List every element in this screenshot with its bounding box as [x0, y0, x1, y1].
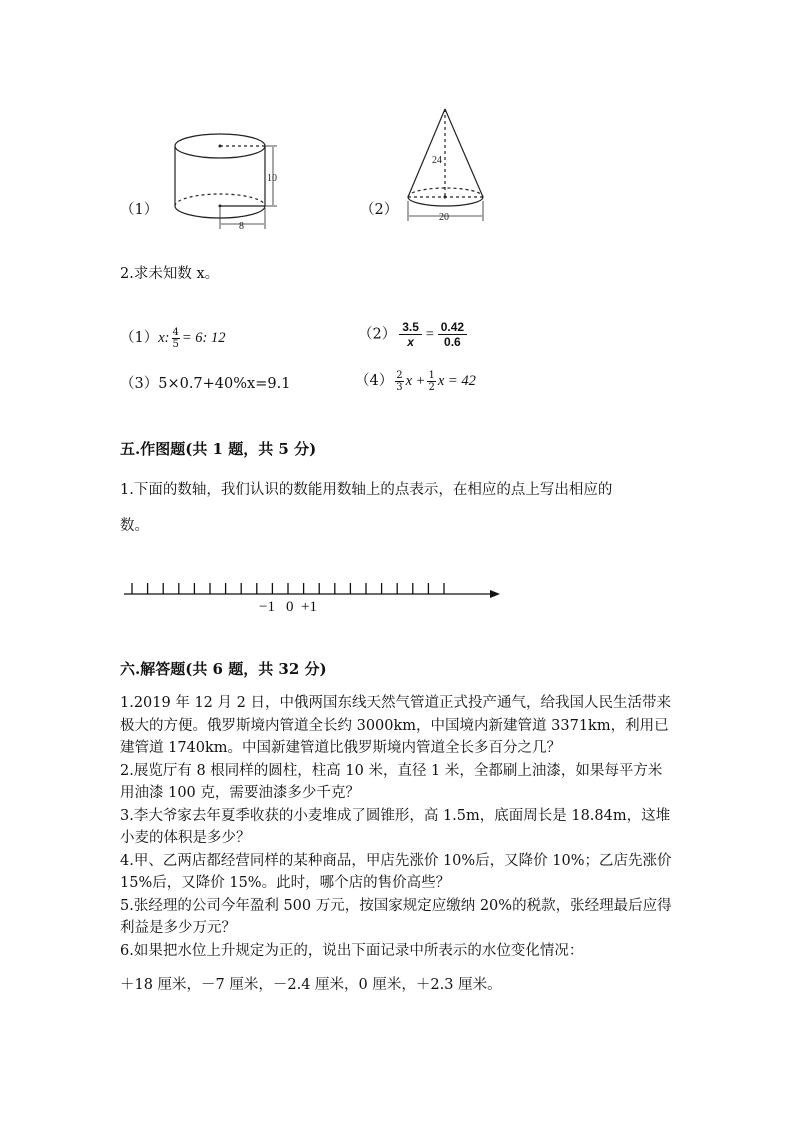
question-6-data: ＋18 厘米，－7 厘米，－2.4 厘米，0 厘米，＋2.3 厘米。 [120, 977, 502, 993]
cone-height-label: 24 [432, 155, 442, 166]
equation-2: （2） $\frac{3.5}{x}$ = $\frac{0.42}{0.6}$ [358, 320, 470, 349]
number-line [120, 572, 505, 618]
equation-1: （1）x: $\frac{4}{5}$ = 6: 12 [120, 326, 226, 350]
question-4: 4.甲、乙两店都经营同样的某种商品，甲店先涨价 10%后，又降价 10%；乙店先涨价 15%后，又降价 15%。此时，哪个店的售价高些？ [120, 852, 672, 891]
section6-questions [120, 692, 676, 997]
figure2-label: （2） [360, 202, 399, 218]
question-6: 6.如果把水位上升规定为正的，说出下面记录中所表示的水位变化情况： [120, 942, 584, 959]
section5-question1-line1: 1.下面的数轴，我们认识的数能用数轴上的点表示，在相应的点上写出相应的 [120, 482, 613, 498]
section5-heading: 五.作图题(共 1 题，共 5 分) [120, 440, 317, 458]
section6-heading: 六.解答题(共 6 题，共 32 分) [120, 660, 327, 678]
question-5: 5.张经理的公司今年盈利 500 万元，按国家规定应缴纳 20%的税款，张经理最后应得利益是多少万元？ [120, 897, 672, 936]
section5-question1-line2: 数。 [120, 518, 149, 534]
axis-label-minus-one: −1 [259, 599, 275, 615]
question-1: 1.2019 年 12 月 2 日，中俄两国东线天然气管道正式投产通气，给我国人民生活带来极大的方便。俄罗斯境内管道全长约 3000km，中国境内新建管道 3371km，利用已建管道 1740km。中国新建管道比俄罗斯境内管道全长多百分之几？ [120, 695, 671, 756]
cylinder-radius-label: 8 [239, 221, 244, 232]
question-3: 3.李大爷家去年夏季收获的小麦堆成了圆锥形，高 1.5m，底面周长是 18.84m，这堆小麦的体积是多少？ [120, 807, 671, 846]
cone-figure [400, 105, 495, 227]
cylinder-height-label: 10 [267, 173, 277, 184]
axis-label-plus-one: +1 [301, 599, 317, 615]
section2-title: 2.求未知数 x。 [120, 266, 220, 282]
cylinder-figure [165, 125, 295, 237]
equation-4: （4） $\frac{2}{3}$ x + $\frac{1}{2}$ x = 42 [355, 369, 476, 393]
axis-label-zero: 0 [286, 599, 294, 615]
figure1-label: （1） [120, 202, 159, 218]
equation-3: （3）5×0.7+40%x=9.1 [120, 376, 291, 392]
cone-diameter-label: 20 [439, 212, 449, 223]
question-2: 2.展览厅有 8 根同样的圆柱，柱高 10 米，直径 1 米，全都刷上油漆，如果每平方米用油漆 100 克，需要油漆多少千克？ [120, 762, 663, 801]
